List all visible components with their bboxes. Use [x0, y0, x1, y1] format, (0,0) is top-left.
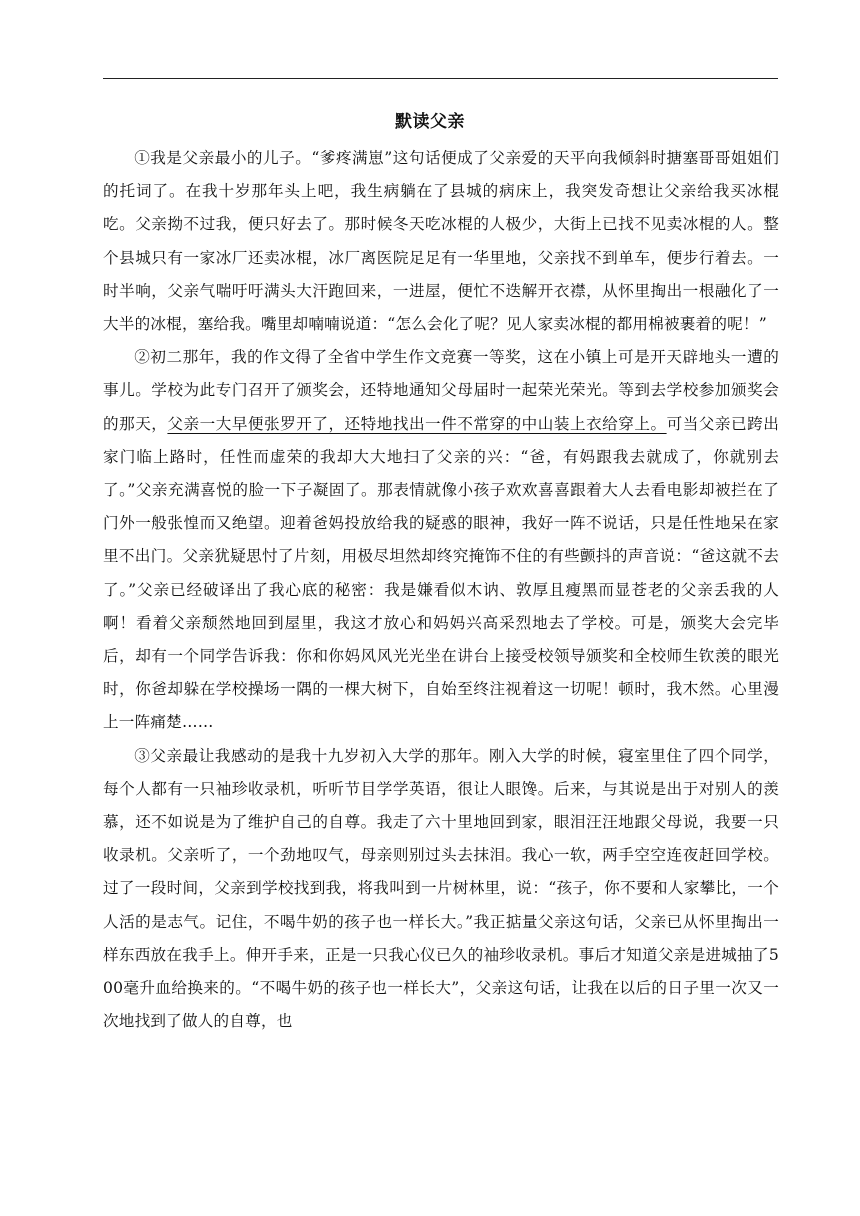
- header-rule: [103, 78, 778, 79]
- paragraph-2: [103, 341, 779, 739]
- paragraph-1: [103, 142, 779, 341]
- paragraph-3: [103, 740, 779, 1039]
- article-body: [103, 142, 779, 1038]
- underlined-sentence: 父亲一大早便张罗开了，还特地找出一件不常穿的中山装上衣给穿上。: [167, 414, 667, 433]
- paragraph-1-text: ①我是父亲最小的儿子。“爹疼满崽”这句话便成了父亲爱的天平向我倾斜时搪塞哥哥姐姐们的托词了。在我十岁那年头上吧，我生病躺在了县城的病床上，我突发奇想让父亲给我买冰棍吃。父亲拗不过我，便只好去了。那时候冬天吃冰棍的人极少，大街上已找不见卖冰棍的人。整个县城只有一家冰厂还卖冰棍，冰厂离医院足足有一华里地，父亲找不到单车，便步行着去。一时半响，父亲气喘吁吁满头大汗跑回来，一进屋，便忙不迭解开衣襟，从怀里掏出一根融化了一大半的冰棍，塞给我。嘴里却喃喃说道：“怎么会化了呢？见人家卖冰棍的都用棉被裹着的呢！”: [103, 149, 779, 334]
- paragraph-2-text-start: ②初二那年，我的作文得了全省中学生作文竞赛一等奖，这在小镇上可是开天辟地头一遭的事儿。学校为此专门召开了颁奖会，还特地通知父母届时一起荣光荣光。等到去学校参加颁奖会的那天，: [103, 348, 779, 433]
- article-title: 默读父亲: [395, 112, 465, 132]
- paragraph-2-text-end: 可当父亲已跨出家门临上路时，任性而虚荣的我却大大地扫了父亲的兴：“爸，有妈跟我去就成了，你就别去了。”父亲充满喜悦的脸一下子凝固了。那表情就像小孩子欢欢喜喜跟着大人去看电影却被拦在了门外一般张惶而又绝望。迎着爸妈投放给我的疑惑的眼神，我好一阵不说话，只是任性地呆在家里不出门。父亲犹疑思忖了片刻，用极尽坦然却终究掩饰不住的有些颤抖的声音说：“爸这就不去了。”父亲已经破译出了我心底的秘密：我是嫌看似木讷、敦厚且瘦黑而显苍老的父亲丢我的人啊！看着父亲颓然地回到屋里，我这才放心和妈妈兴高采烈地去了学校。可是，颁奖大会完毕后，却有一个同学告诉我：你和你妈风风光光坐在讲台上接受校领导颁奖和全校师生钦羡的眼光时，你爸却躲在学校操场一隅的一棵大树下，自始至终注视着这一切呢！顿时，我木然。心里漫上一阵痛楚……: [103, 414, 780, 732]
- paragraph-3-text: ③父亲最让我感动的是我十九岁初入大学的那年。刚入大学的时候，寝室里住了四个同学，每个人都有一只袖珍收录机，听听节目学学英语，很让人眼馋。后来，与其说是出于对别人的羡慕，还不如说是为了维护自己的自尊。我走了六十里地回到家，眼泪汪汪地跟父母说，我要一只收录机。父亲听了，一个劲地叹气，母亲则别过头去抹泪。我心一软，两手空空连夜赶回学校。过了一段时间，父亲到学校找到我，将我叫到一片树林里，说：“孩子，你不要和人家攀比，一个人活的是志气。记住，不喝牛奶的孩子也一样长大。”我正掂量父亲这句话，父亲已从怀里掏出一样东西放在我手上。伸开手来，正是一只我心仪已久的袖珍收录机。事后才知道父亲是进城抽了500毫升血给换来的。“不喝牛奶的孩子也一样长大”，父亲这句话，让我在以后的日子里一次又一次地找到了做人的自尊，也: [103, 746, 779, 1031]
